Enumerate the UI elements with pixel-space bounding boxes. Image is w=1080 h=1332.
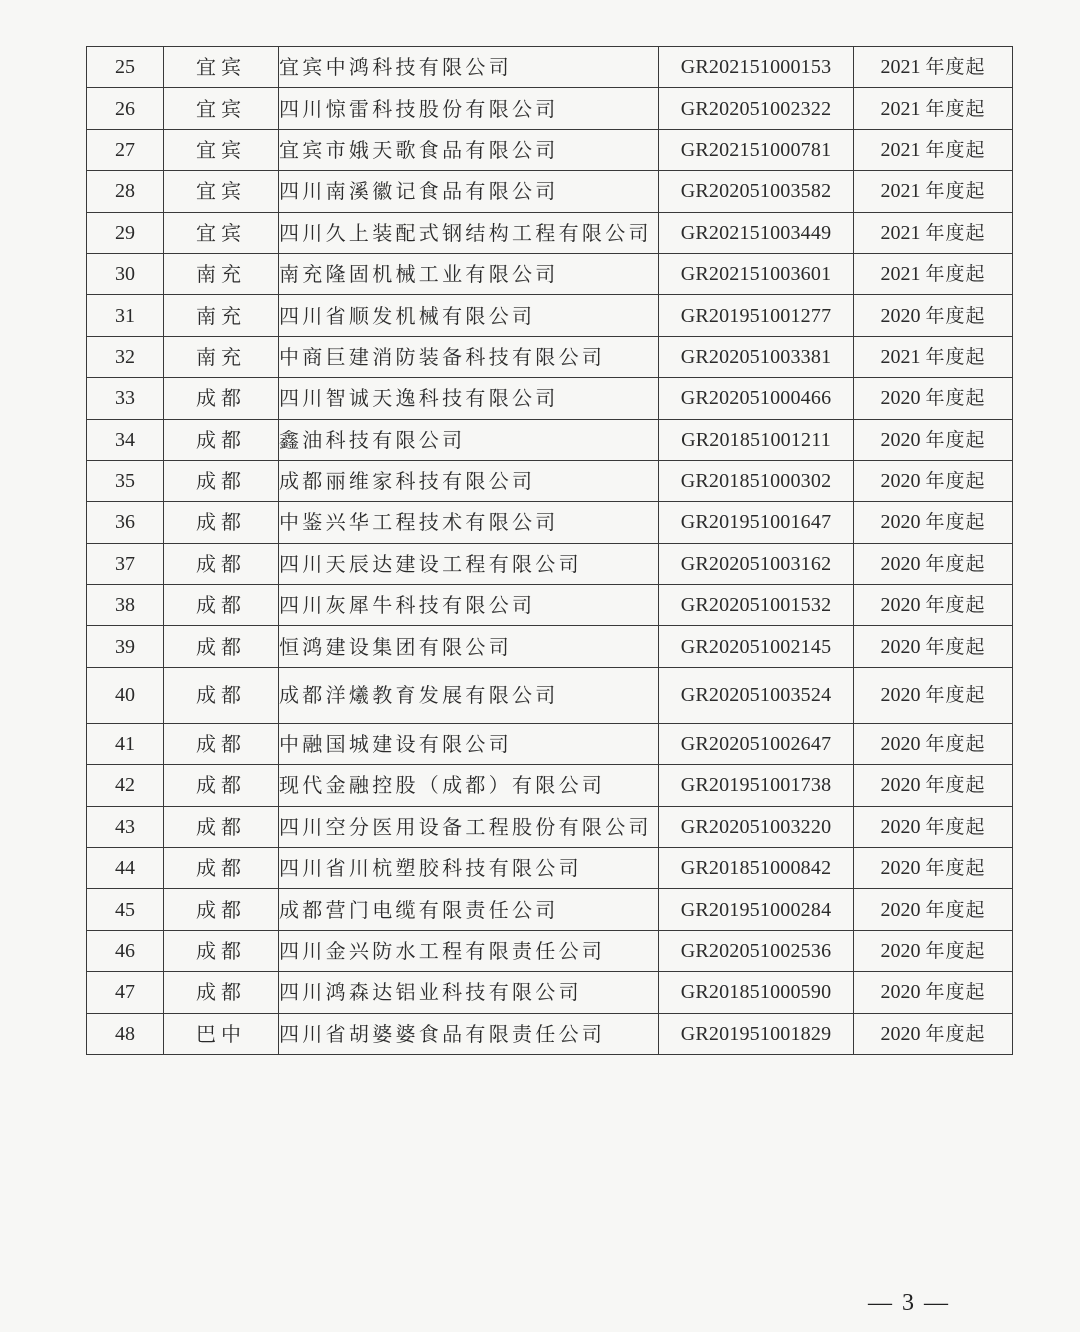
row-city: 成都: [164, 723, 279, 764]
row-year-suffix: 年度起: [925, 97, 986, 120]
row-year-value: 2020: [880, 898, 921, 921]
row-city: 成都: [164, 419, 279, 460]
row-company-name: 四川天辰达建设工程有限公司: [279, 543, 659, 584]
row-effective-year: [854, 336, 1013, 377]
table-row: [87, 1013, 1013, 1054]
row-certificate-number: GR202051001532: [659, 585, 854, 626]
row-company-name: 四川省顺发机械有限公司: [279, 295, 659, 336]
row-certificate-number: GR201851000302: [659, 460, 854, 501]
row-company-name: 四川省胡婆婆食品有限责任公司: [279, 1013, 659, 1054]
row-year-value: 2020: [880, 470, 921, 493]
row-company-name: 四川空分医用设备工程股份有限公司: [279, 806, 659, 847]
row-number: 47: [87, 972, 164, 1013]
row-company-name: 四川惊雷科技股份有限公司: [279, 88, 659, 129]
row-number: 48: [87, 1013, 164, 1054]
row-effective-year: [854, 378, 1013, 419]
row-certificate-number: GR202051002145: [659, 626, 854, 667]
row-city: 南充: [164, 336, 279, 377]
row-year-suffix: 年度起: [925, 180, 986, 203]
row-year-value: 2020: [880, 594, 921, 617]
row-city: 成都: [164, 460, 279, 501]
row-year-suffix: 年度起: [925, 981, 986, 1004]
row-city: 成都: [164, 667, 279, 723]
row-certificate-number: GR201951001647: [659, 502, 854, 543]
row-certificate-number: GR201851001211: [659, 419, 854, 460]
row-certificate-number: GR201951001829: [659, 1013, 854, 1054]
row-year-value: 2021: [880, 180, 921, 203]
row-certificate-number: GR202051003524: [659, 667, 854, 723]
table-row: [87, 129, 1013, 170]
table-row: [87, 378, 1013, 419]
row-company-name: 成都丽维家科技有限公司: [279, 460, 659, 501]
table-row: [87, 419, 1013, 460]
row-number: 44: [87, 848, 164, 889]
table-row: [87, 848, 1013, 889]
row-year-suffix: 年度起: [925, 684, 986, 707]
table-row: [87, 460, 1013, 501]
row-year-suffix: 年度起: [925, 345, 986, 368]
row-year-value: 2021: [880, 56, 921, 79]
row-number: 29: [87, 212, 164, 253]
row-company-name: 成都营门电缆有限责任公司: [279, 889, 659, 930]
row-year-value: 2020: [880, 774, 921, 797]
row-effective-year: [854, 129, 1013, 170]
row-city: 南充: [164, 253, 279, 294]
table-row: [87, 543, 1013, 584]
row-company-name: 中商巨建消防装备科技有限公司: [279, 336, 659, 377]
row-number: 39: [87, 626, 164, 667]
row-effective-year: [854, 723, 1013, 764]
row-certificate-number: GR201851000590: [659, 972, 854, 1013]
table-row: [87, 972, 1013, 1013]
row-year-suffix: 年度起: [925, 594, 986, 617]
row-year-suffix: 年度起: [925, 815, 986, 838]
row-year-value: 2020: [880, 940, 921, 962]
row-city: 成都: [164, 543, 279, 584]
row-effective-year: [854, 253, 1013, 294]
row-year-value: 2020: [880, 387, 921, 410]
page-number: — 3 —: [868, 1290, 950, 1316]
table-row: [87, 930, 1013, 971]
enterprise-table-body: [87, 47, 1013, 1055]
row-year-value: 2020: [880, 857, 921, 880]
table-row: [87, 171, 1013, 212]
row-number: 25: [87, 47, 164, 88]
row-company-name: 四川智诚天逸科技有限公司: [279, 378, 659, 419]
row-certificate-number: GR202051003381: [659, 336, 854, 377]
row-year-suffix: 年度起: [925, 1022, 986, 1045]
row-year-value: 2020: [880, 635, 921, 658]
row-number: 34: [87, 419, 164, 460]
row-number: 30: [87, 253, 164, 294]
row-city: 宜宾: [164, 171, 279, 212]
row-year-suffix: 年度起: [925, 940, 986, 962]
row-year-value: 2020: [880, 981, 921, 1004]
row-year-suffix: 年度起: [925, 304, 986, 327]
row-effective-year: [854, 930, 1013, 971]
table-row: [87, 765, 1013, 806]
row-effective-year: [854, 626, 1013, 667]
row-number: 35: [87, 460, 164, 501]
row-certificate-number: GR201951001738: [659, 765, 854, 806]
row-city: 成都: [164, 378, 279, 419]
row-city: 宜宾: [164, 129, 279, 170]
row-certificate-number: GR202151003449: [659, 212, 854, 253]
row-city: 宜宾: [164, 47, 279, 88]
row-effective-year: [854, 848, 1013, 889]
row-effective-year: [854, 667, 1013, 723]
row-certificate-number: GR202051003220: [659, 806, 854, 847]
row-certificate-number: GR202051003582: [659, 171, 854, 212]
row-company-name: 四川省川杭塑胶科技有限公司: [279, 848, 659, 889]
row-number: 26: [87, 88, 164, 129]
row-number: 43: [87, 806, 164, 847]
row-company-name: 四川灰犀牛科技有限公司: [279, 585, 659, 626]
row-certificate-number: GR201951000284: [659, 889, 854, 930]
row-company-name: 恒鸿建设集团有限公司: [279, 626, 659, 667]
table-row: [87, 889, 1013, 930]
row-year-value: 2020: [880, 684, 921, 707]
row-number: 33: [87, 378, 164, 419]
row-number: 41: [87, 723, 164, 764]
table-row: [87, 806, 1013, 847]
row-city: 成都: [164, 765, 279, 806]
row-effective-year: [854, 806, 1013, 847]
row-year-suffix: 年度起: [925, 857, 986, 880]
row-number: 42: [87, 765, 164, 806]
row-number: 37: [87, 543, 164, 584]
row-company-name: 四川鸿森达铝业科技有限公司: [279, 972, 659, 1013]
row-city: 巴中: [164, 1013, 279, 1054]
row-certificate-number: GR202151000781: [659, 129, 854, 170]
row-effective-year: [854, 212, 1013, 253]
row-year-suffix: 年度起: [925, 552, 986, 575]
row-year-value: 2020: [880, 428, 921, 451]
row-year-suffix: 年度起: [925, 387, 986, 410]
row-year-suffix: 年度起: [925, 733, 986, 756]
row-effective-year: [854, 419, 1013, 460]
table-row: [87, 253, 1013, 294]
row-year-suffix: 年度起: [925, 138, 986, 161]
row-effective-year: [854, 543, 1013, 584]
row-effective-year: [854, 1013, 1013, 1054]
row-company-name: 中融国城建设有限公司: [279, 723, 659, 764]
row-city: 成都: [164, 502, 279, 543]
table-row: [87, 585, 1013, 626]
row-company-name: 现代金融控股（成都）有限公司: [279, 765, 659, 806]
row-year-value: 2021: [880, 97, 921, 120]
row-year-value: 2020: [880, 304, 921, 327]
row-company-name: 中鉴兴华工程技术有限公司: [279, 502, 659, 543]
row-city: 成都: [164, 972, 279, 1013]
row-city: 成都: [164, 585, 279, 626]
row-year-suffix: 年度起: [925, 774, 986, 797]
row-year-value: 2021: [880, 263, 921, 286]
row-year-value: 2020: [880, 733, 921, 756]
row-certificate-number: GR201851000842: [659, 848, 854, 889]
table-row: [87, 502, 1013, 543]
row-company-name: 鑫油科技有限公司: [279, 419, 659, 460]
row-effective-year: [854, 88, 1013, 129]
row-effective-year: [854, 171, 1013, 212]
row-year-value: 2020: [880, 552, 921, 575]
row-company-name: 四川南溪徽记食品有限公司: [279, 171, 659, 212]
row-certificate-number: GR201951001277: [659, 295, 854, 336]
row-company-name: 宜宾市娥天歌食品有限公司: [279, 129, 659, 170]
row-year-value: 2020: [880, 1022, 921, 1045]
row-certificate-number: GR202051002647: [659, 723, 854, 764]
row-year-value: 2020: [880, 511, 921, 534]
row-city: 宜宾: [164, 88, 279, 129]
table-row: [87, 336, 1013, 377]
row-year-value: 2021: [880, 345, 921, 368]
row-year-suffix: 年度起: [925, 263, 986, 286]
row-year-suffix: 年度起: [925, 898, 986, 921]
row-year-value: 2021: [880, 138, 921, 161]
row-effective-year: [854, 765, 1013, 806]
row-certificate-number: GR202051003162: [659, 543, 854, 584]
row-effective-year: [854, 502, 1013, 543]
row-certificate-number: GR202151003601: [659, 253, 854, 294]
table-row: [87, 626, 1013, 667]
row-year-suffix: 年度起: [925, 56, 986, 79]
row-number: 40: [87, 667, 164, 723]
row-certificate-number: GR202151000153: [659, 47, 854, 88]
table-row: [87, 88, 1013, 129]
row-city: 成都: [164, 889, 279, 930]
row-company-name: 四川金兴防水工程有限责任公司: [279, 930, 659, 971]
row-year-value: 2020: [880, 815, 921, 838]
row-effective-year: [854, 47, 1013, 88]
row-city: 南充: [164, 295, 279, 336]
row-city: 成都: [164, 930, 279, 971]
row-number: 27: [87, 129, 164, 170]
row-certificate-number: GR202051002322: [659, 88, 854, 129]
row-effective-year: [854, 972, 1013, 1013]
row-number: 31: [87, 295, 164, 336]
row-company-name: 成都洋爔教育发展有限公司: [279, 667, 659, 723]
row-number: 46: [87, 930, 164, 971]
row-company-name: 宜宾中鸿科技有限公司: [279, 47, 659, 88]
row-effective-year: [854, 295, 1013, 336]
row-year-suffix: 年度起: [925, 428, 986, 451]
row-year-suffix: 年度起: [925, 635, 986, 658]
table-row: [87, 667, 1013, 723]
row-effective-year: [854, 889, 1013, 930]
row-number: 36: [87, 502, 164, 543]
row-year-suffix: 年度起: [925, 221, 986, 244]
row-city: 成都: [164, 806, 279, 847]
table-row: [87, 47, 1013, 88]
row-city: 成都: [164, 626, 279, 667]
row-effective-year: [854, 460, 1013, 501]
row-company-name: 四川久上装配式钢结构工程有限公司: [279, 212, 659, 253]
row-number: 45: [87, 889, 164, 930]
row-certificate-number: GR202051000466: [659, 378, 854, 419]
row-company-name: 南充隆固机械工业有限公司: [279, 253, 659, 294]
row-number: 38: [87, 585, 164, 626]
row-city: 宜宾: [164, 212, 279, 253]
row-effective-year: [854, 585, 1013, 626]
table-row: [87, 723, 1013, 764]
row-number: 32: [87, 336, 164, 377]
row-year-suffix: 年度起: [925, 511, 986, 534]
enterprise-table: [86, 46, 1013, 1055]
row-year-value: 2021: [880, 221, 921, 244]
row-number: 28: [87, 171, 164, 212]
row-year-suffix: 年度起: [925, 470, 986, 493]
table-row: [87, 212, 1013, 253]
row-certificate-number: GR202051002536: [659, 930, 854, 971]
row-city: 成都: [164, 848, 279, 889]
table-row: [87, 295, 1013, 336]
